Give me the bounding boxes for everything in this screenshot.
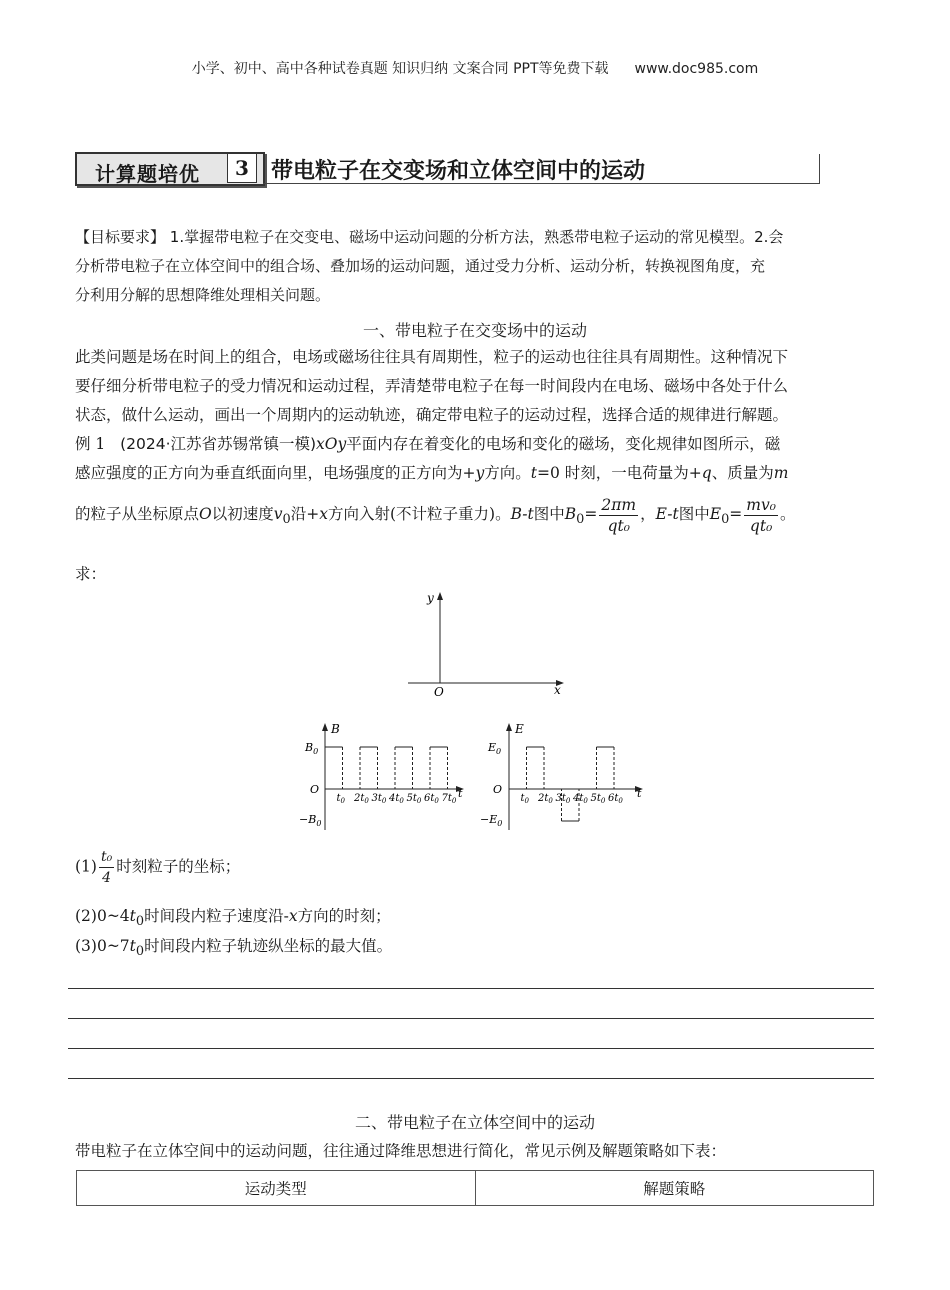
tick-label-7: $7t_0$: [441, 793, 457, 805]
e-t-graph: [478, 715, 653, 830]
example-l3-e1: 图中: [533, 505, 565, 523]
example-l3-E0sub: 0: [721, 512, 730, 528]
tick-sub-4: 0: [583, 797, 588, 805]
example-l3-c: 沿+: [290, 505, 320, 523]
example-l3-vsub: 0: [282, 512, 291, 528]
example-l3-B0: B: [564, 505, 577, 523]
example-l3-a: 的粒子从坐标原点: [75, 505, 200, 523]
fraction-b0-num: 2πm: [601, 495, 637, 514]
example-l2-y: y: [475, 464, 485, 482]
section2-paragraph: 带电粒子在立体空间中的运动问题，往往通过降维思想进行简化，常见示例及解题策略如下表：: [75, 1142, 727, 1160]
tick-sub-6: 0: [434, 797, 439, 805]
tick-sub-2: 0: [364, 797, 369, 805]
example-l2-m: m: [773, 464, 789, 482]
fraction-e0: [744, 495, 778, 536]
b-minus-text: −B: [299, 813, 317, 826]
b-axis-arrow: [322, 723, 328, 731]
q1-fraction: [99, 847, 114, 888]
example-plane: xOy: [316, 435, 347, 453]
e-plus-label: [487, 741, 501, 756]
example-comma: ，: [640, 505, 656, 523]
example-l3-E0: E: [709, 505, 722, 523]
example-line-3: [75, 492, 875, 542]
goal-text-1: 1.掌握带电粒子在交变电、磁场中运动问题的分析方法，熟悉带电粒子运动的常见模型。2.会: [169, 228, 784, 246]
tick-label-2: $2t_0$: [354, 793, 369, 805]
example-l3-e2: 图中: [678, 505, 710, 523]
et-t-label: t: [637, 787, 642, 800]
tick-sub-4: 0: [399, 797, 404, 805]
tick-sub-6: 0: [618, 797, 623, 805]
bt-t-label: t: [458, 787, 463, 800]
fraction-e0-num: mv₀: [746, 495, 776, 514]
goal-line-3: 分利用分解的思想降维处理相关问题。: [75, 286, 331, 304]
example-ask: 求：: [75, 565, 107, 583]
q1-frac-num: t₀: [99, 847, 114, 868]
e-minus-sub: 0: [497, 819, 503, 828]
goal-paragraph: [75, 223, 875, 310]
b-plus-sub: 0: [313, 747, 319, 756]
e-plus-sub: 0: [496, 747, 502, 756]
q3-b: 时间段内粒子轨迹纵坐标的最大值。: [144, 937, 393, 955]
question-3: [75, 932, 875, 966]
tick-label-3: $3t_0$: [371, 793, 387, 805]
e-plus-text: E: [488, 741, 497, 754]
q2-sub: 0: [135, 914, 145, 930]
example-label: 例 1: [75, 435, 106, 453]
x-axis-label: x: [554, 683, 561, 697]
tick-sub-3: 0: [381, 797, 387, 805]
b-waveform: [325, 747, 448, 789]
q3-a: (3)0~7: [75, 937, 130, 955]
tick-label-5: $5t_0$: [406, 793, 422, 805]
tick-label-3: $3t_0$: [555, 793, 571, 805]
section1-paragraph: [75, 343, 875, 542]
tick-label-5: $5t_0$: [590, 793, 606, 805]
tick-sub-5: 0: [416, 797, 422, 805]
banner-number: 3: [227, 153, 257, 183]
e-minus-text: −E: [480, 813, 498, 826]
example-source: (2024·江苏省苏锡常镇一模): [120, 435, 317, 453]
e-tick-labels: [521, 793, 624, 805]
q1-number: (1): [75, 857, 97, 876]
example-l3-v: v: [273, 505, 283, 523]
answer-line-1[interactable]: [68, 988, 874, 989]
q2-b: 时间段内粒子速度沿-: [144, 907, 289, 925]
b-plus-text: B: [305, 741, 314, 754]
example-eq-1: =: [584, 505, 598, 523]
fraction-b0: [599, 495, 638, 536]
banner-right-rule: [819, 154, 820, 184]
q1-frac-den: 4: [102, 870, 112, 886]
example-l3-Bt: B-t: [510, 505, 534, 523]
col-motion-type: 运动类型: [77, 1171, 476, 1206]
origin-label: O: [434, 685, 444, 699]
q2-a: (2)0~4: [75, 907, 130, 925]
header-text: 小学、初中、高中各种试卷真题 知识归纳 文案合同 PPT等免费下载: [191, 61, 609, 77]
example-l3-Et: E-t: [655, 505, 679, 523]
tick-sub-1: 0: [340, 797, 345, 805]
page-header: [0, 58, 950, 78]
example-l3-B0sub: 0: [576, 512, 585, 528]
example-l3-d: 方向入射(不计粒子重力)。: [327, 505, 511, 523]
section1-line-3: 状态，做什么运动，画出一个周期内的运动轨迹，确定带电粒子的运动过程，选择合适的规律进行解题。: [75, 406, 789, 424]
banner-title: 带电粒子在交变场和立体空间中的运动: [271, 159, 646, 184]
q2-c: 方向的时刻；: [297, 907, 391, 925]
b-t-graph: [295, 715, 470, 830]
xoy-axes-figure: [400, 588, 580, 700]
q3-t: t: [129, 937, 136, 955]
example-l2-b: 方向。: [484, 464, 531, 482]
e-minus-label: [480, 813, 502, 828]
question-1: [75, 847, 875, 888]
answer-line-2[interactable]: [68, 1018, 874, 1019]
tick-label-6: $6t_0$: [424, 793, 439, 805]
example-l3-b: 以初速度: [211, 505, 274, 523]
et-origin-label: O: [493, 783, 503, 796]
tick-label-6: $6t_0$: [608, 793, 623, 805]
b-minus-label: [299, 813, 321, 828]
banner-underline: [263, 183, 820, 184]
b-minus-sub: 0: [316, 819, 322, 828]
fraction-b0-den: qt₀: [607, 516, 630, 535]
q2-t: t: [129, 907, 136, 925]
question-2: [75, 902, 875, 936]
tick-sub-2: 0: [548, 797, 553, 805]
strategy-table: [76, 1170, 874, 1206]
answer-line-3[interactable]: [68, 1048, 874, 1049]
tick-label-4: $4t_0$: [389, 793, 404, 805]
section-banner: [75, 152, 820, 188]
tick-sub-3: 0: [565, 797, 571, 805]
e-axis-label: E: [515, 722, 524, 736]
example-l2-q: q: [701, 464, 712, 482]
example-l2-d: 、质量为: [711, 464, 774, 482]
tick-sub-1: 0: [524, 797, 529, 805]
b-plus-label: [304, 741, 318, 756]
goal-line-1: [75, 223, 875, 252]
section1-line-1: 此类问题是场在时间上的组合，电场或磁场往往具有周期性，粒子的运动也往往具有周期性。这种情况下: [75, 348, 789, 366]
tick-label-1: $t_0$: [520, 793, 529, 805]
b-axis-label: B: [331, 722, 340, 736]
goal-tag: 【目标要求】: [75, 228, 166, 246]
section1-heading: 一、带电粒子在交变场中的运动: [362, 321, 587, 340]
example-l1-text: 平面内存在着变化的电场和变化的磁场，变化规律如图所示，磁: [346, 435, 781, 453]
example-eq-2: =: [729, 505, 743, 523]
tick-label-1: $t_0$: [336, 793, 345, 805]
y-axis-label: y: [427, 591, 434, 605]
q2-x: x: [288, 907, 298, 925]
example-line-2: [75, 459, 875, 488]
q3-sub: 0: [135, 944, 145, 960]
tick-label-2: $2t_0$: [538, 793, 553, 805]
y-axis-arrow: [437, 592, 443, 600]
tick-sub-7: 0: [451, 797, 457, 805]
tick-label-4: $4t_0$: [573, 793, 588, 805]
header-site[interactable]: www.doc985.com: [634, 61, 759, 77]
answer-line-4[interactable]: [68, 1078, 874, 1079]
banner-label: 计算题培优: [95, 162, 200, 186]
example-line-1: [75, 430, 875, 459]
tick-sub-5: 0: [600, 797, 606, 805]
fraction-e0-den: qt₀: [749, 516, 773, 535]
strategy-table-header-row: [77, 1171, 874, 1206]
bt-origin-label: O: [310, 783, 320, 796]
example-l2-t: t: [530, 464, 538, 482]
q1-text: 时刻粒子的坐标；: [116, 857, 241, 876]
example-l2-a: 感应强度的正方向为垂直纸面向里，电场强度的正方向为+: [75, 464, 476, 482]
example-l3-O: O: [199, 505, 212, 523]
goal-line-2: 分析带电粒子在立体空间中的组合场、叠加场的运动问题，通过受力分析、运动分析，转换视图角度，充: [75, 257, 766, 275]
col-strategy: 解题策略: [475, 1171, 874, 1206]
e-axis-arrow: [506, 723, 512, 731]
example-l2-c: =0 时刻，一电荷量为+: [537, 464, 702, 482]
b-tick-labels: [337, 793, 457, 805]
example-l3-x: x: [319, 505, 328, 523]
section1-line-2: 要仔细分析带电粒子的受力情况和运动过程，弄清楚带电粒子在每一时间段内在电场、磁场中各处于什么: [75, 377, 789, 395]
example-period: 。: [779, 505, 796, 523]
section2-heading: 二、带电粒子在立体空间中的运动: [354, 1113, 595, 1132]
